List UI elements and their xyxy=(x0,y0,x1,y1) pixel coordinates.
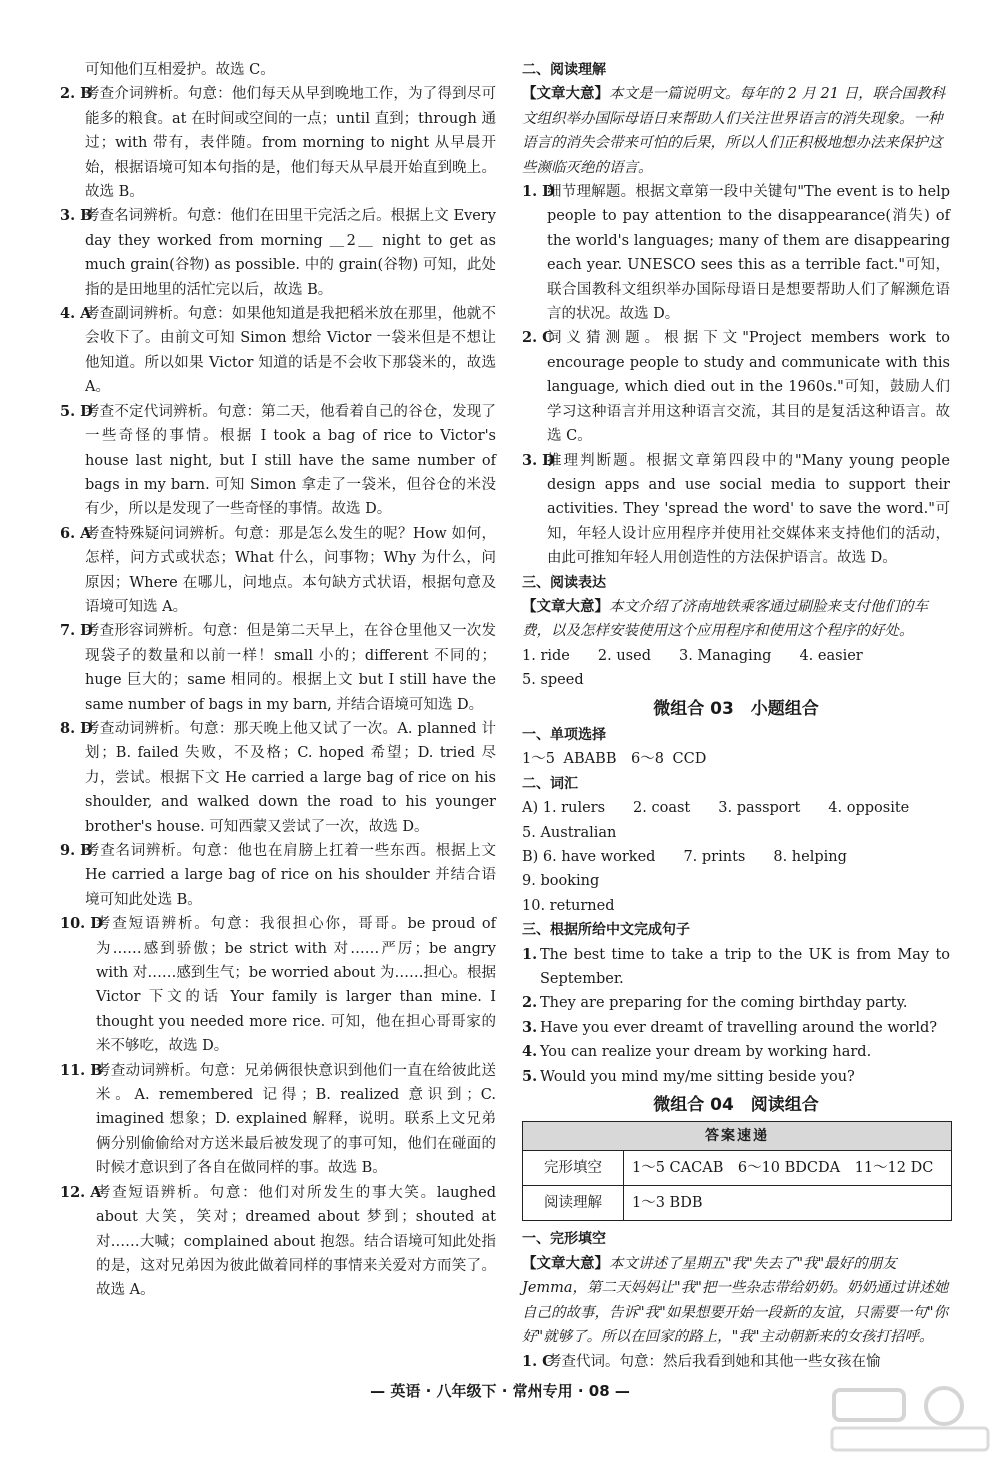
vocab-answer: 3. passport xyxy=(718,800,801,817)
item-number: 11. B xyxy=(60,1061,103,1079)
vocab-answer: 4. opposite xyxy=(828,800,910,817)
vocab-answer: 8. helping xyxy=(773,849,847,865)
vocab-answer: 2. coast xyxy=(633,800,691,817)
table-row xyxy=(523,1186,952,1221)
express-answer: 3. Managing xyxy=(678,647,772,664)
watermark-logo xyxy=(826,1384,994,1454)
item-text: They are preparing for the coming birthday party. xyxy=(540,995,908,1012)
item-number: 5. D xyxy=(60,402,93,420)
list-item xyxy=(60,839,496,912)
vocab-answers-a xyxy=(522,796,950,820)
express-answers xyxy=(522,644,950,693)
item-number: 2. B xyxy=(60,85,93,103)
item-number: 2. C xyxy=(522,329,554,347)
table-row-value: 1～3 BDB xyxy=(624,1186,952,1221)
section-heading-express: 三、阅读表达 xyxy=(522,574,606,591)
item-text: 考查名词辨析。句意：他也在肩膀上扛着一些东西。根据上文 He carried a large bag of rice on his shoulder 并结合语境可知此处选 B。 xyxy=(85,843,496,908)
item-number: 7. D xyxy=(60,622,93,640)
list-item xyxy=(522,943,950,992)
list-item xyxy=(60,82,496,204)
list-item xyxy=(522,1065,950,1089)
single-choice-heading: 一、单项选择 xyxy=(522,726,606,743)
list-item xyxy=(60,400,496,522)
item-number: 3. B xyxy=(60,207,93,225)
item-text: 考查副词辨析。句意：如果他知道是我把稻米放在那里，他就不会收下了。由前文可知 Simon 想给 Victor 一袋米但是不想让他知道。所以如果 Victor 知道的话是不会收下那袋米的，故选 A。 xyxy=(85,306,496,396)
item-number: 2. xyxy=(522,994,538,1012)
cloze-heading: 一、完形填空 xyxy=(522,1231,606,1248)
express-answer: 4. easier xyxy=(799,647,863,664)
watermark-icon xyxy=(826,1384,994,1454)
item-text: 考查代词。句意：然后我看到她和其他一些女孩在愉 xyxy=(547,1353,881,1370)
item-text: 考查形容词辨析。句意：但是第二天早上，在谷仓里他又一次发现袋子的数量和以前一样！small 小的；different 不同的；huge 巨大的；same 相同的。根据上文 but I still have the same number of bags in my barn, 并结合语境可知选 D。 xyxy=(85,623,496,713)
item-number: 9. B xyxy=(60,842,93,859)
vocab-heading: 二、词汇 xyxy=(522,775,578,792)
cloze-summary: 【文章大意】本文讲述了星期五"我"失去了"我"最好的朋友 Jemma，第二天妈妈让"我"把一些杂志带给奶奶。奶奶通过讲述她自己的故事，告诉"我"如果想要开始一段新的友谊，只需要一句"你好"就够了。所以在回家的路上，"我"主动朝新来的女孩打招呼。 xyxy=(522,1255,949,1346)
item-number: 4. xyxy=(522,1043,538,1061)
quick-answer-header: 答案速递 xyxy=(523,1122,952,1151)
item-number: 1. D xyxy=(522,183,555,201)
item-text: You can realize your dream by working hard. xyxy=(540,1044,872,1061)
list-item xyxy=(60,1059,496,1181)
item-text: The best time to take a trip to the UK is from May to September. xyxy=(540,946,950,988)
group04-title: 微组合 04 阅读组合 xyxy=(653,1095,819,1116)
item-number: 5. xyxy=(522,1067,538,1085)
item-text: 细节理解题。根据文章第一段中关键句"The event is to help people to pay attention to the disappearance(消失) of the world's languages; many of them are disappearing each year. UNESCO sees this as a terrible fact."可知，联合国教科文组织举办国际母语日是想要帮助人们了解濒危语言的状况。故选 D。 xyxy=(547,184,950,323)
vocab-answer-5: 5. Australian xyxy=(522,824,617,841)
page-footer: — 英语 · 八年级下 · 常州专用 · 08 — xyxy=(370,1382,630,1400)
item-text: 考查短语辨析。句意：他们对所发生的事大笑。laughed about 大笑，笑对；dreamed about 梦到；shouted at 对……大喊；complained about 抱怨。结合语境可知此处指的是，这对兄弟因为彼此做着同样的事情来关爱对方而笑了。故选 A。 xyxy=(96,1184,496,1299)
item-text: 考查介词辨析。句意：他们每天从早到晚地工作，为了得到尽可能多的粮食。at 在时间或空间的一点；until 直到；through 通过；with 带有，表伴随。from morning to night 从早晨开始，根据语境可知本句指的是，他们每天从早晨开始直到晚上。故选 B。 xyxy=(85,86,496,201)
quick-answer-table xyxy=(522,1121,952,1221)
express-answer: 2. used xyxy=(597,647,651,664)
list-item xyxy=(60,912,496,1058)
vocab-answer: A) 1. rulers xyxy=(522,800,606,817)
vocab-answer: 7. prints xyxy=(683,849,746,865)
left-column xyxy=(60,58,496,1303)
reading-answer-list xyxy=(522,180,950,571)
list-item xyxy=(522,326,950,448)
item-text: 考查短语辨析。句意：我很担心你，哥哥。be proud of 为……感到骄傲；be strict with 对……严厉；be angry with 对……感到生气；be worried about 为……担心。根据 Victor 下文的话 Your family is larger than mine. I thought you needed more rice. 可知，他在担心哥哥家的米不够吃，故选 D。 xyxy=(96,916,496,1055)
list-item xyxy=(522,991,950,1015)
express-answer: 5. speed xyxy=(522,672,584,689)
item-text: 考查特殊疑问词辨析。句意：那是怎么发生的呢？How 如何，怎样，问方式或状态；What 什么，问事物；Why 为什么，问原因；Where 在哪儿，问地点。本句缺方式状语，根据句意及语境可知选 A。 xyxy=(85,525,496,615)
item-number: 12. A xyxy=(60,1183,102,1201)
item-text: Would you mind my/me sitting beside you? xyxy=(540,1068,855,1085)
list-item xyxy=(60,522,496,620)
table-row-label: 完形填空 xyxy=(523,1151,624,1186)
list-item xyxy=(60,1181,496,1303)
table-row-label: 阅读理解 xyxy=(523,1186,624,1221)
item-text: 考查不定代词辨析。句意：第二天，他看着自己的谷仓，发现了一些奇怪的事情。根据 I took a bag of rice to Victor's house last night, but I still have the same number of bags in my barn. 可知 Simon 拿走了一袋米，但谷仓的米没有少，所以是发现了一些奇怪的事情。故选 D。 xyxy=(85,403,496,518)
item-number: 8. D xyxy=(60,719,93,737)
list-item xyxy=(522,1040,950,1064)
item-number: 10. D xyxy=(60,915,103,933)
list-item xyxy=(60,204,496,302)
vocab-answers-b xyxy=(522,845,950,894)
sentence-list xyxy=(522,943,950,1089)
express-summary: 【文章大意】本文介绍了济南地铁乘客通过刷脸来支付他们的车费，以及怎样安装使用这个应用程序和使用这个程序的好处。 xyxy=(522,598,928,640)
list-item xyxy=(522,180,950,326)
table-row xyxy=(523,1151,952,1186)
item-number: 1. xyxy=(522,945,538,963)
item-number: 1. C xyxy=(522,1352,554,1370)
item-number: 3. D xyxy=(522,451,555,469)
item-text: 推理判断题。根据文章第四段中的"Many young people design apps and use social media to support their activities. They 'spread the word' to save the word."可知，年轻人设计应用程序并使用社交媒体来支持他们的活动，由此可推知年轻人用创造性的方法保护语言。故选 D。 xyxy=(547,452,950,567)
item-text: 考查动词辨析。句意：那天晚上他又试了一次。A. planned 计划；B. failed 失败，不及格；C. hoped 希望；D. tried 尽力，尝试。根据下文 He carried a large bag of rice on his shoulder, and walked down the road to his younger brother's house. 可知西蒙又尝试了一次，故选 D。 xyxy=(85,720,496,835)
table-row-value: 1～5 CACAB 6～10 BDCDA 11～12 DC xyxy=(624,1151,952,1186)
list-item xyxy=(60,717,496,839)
sentence-heading: 三、根据所给中文完成句子 xyxy=(522,922,690,939)
item-number: 4. A xyxy=(60,305,92,323)
reading-summary: 【文章大意】本文是一篇说明文。每年的 2 月 21 日，联合国教科文组织举办国际母语日来帮助人们关注世界语言的消失现象。一种语言的消失会带来可怕的后果，所以人们正积极地想办法来保护这些濒临灭绝的语言。 xyxy=(522,86,946,176)
list-item xyxy=(522,1016,950,1040)
item-text: 考查名词辨析。句意：他们在田里干完活之后。根据上文 Every day they worked from morning ＿2＿ night to get as much grain(谷物) as possible. 中的 grain(谷物) 可知，此处指的是田地里的活忙完以后，故选 B。 xyxy=(85,208,496,298)
item-number: 6. A xyxy=(60,524,92,542)
vocab-answer: B) 6. have worked xyxy=(522,849,656,865)
list-item xyxy=(522,1350,950,1374)
group03-title: 微组合 03 小题组合 xyxy=(653,698,819,719)
right-column xyxy=(522,58,950,1374)
single-choice-answers: 1～5 ABABB 6～8 CCD xyxy=(522,751,707,768)
vocab-answer: 9. booking xyxy=(522,873,600,890)
item-number: 3. xyxy=(522,1018,538,1036)
continued-text: 可知他们互相爱护。故选 C。 xyxy=(85,62,275,78)
list-item xyxy=(60,302,496,400)
item-text: 考查动词辨析。句意：兄弟俩很快意识到他们一直在给彼此送米。A. remembered 记得；B. realized 意识到；C. imagined 想象；D. explained 解释，说明。联系上文兄弟俩分别偷偷给对方送米最后被发现了的事可知，他们在碰面的时候才意识到了各自在做同样的事。故选 B。 xyxy=(96,1062,496,1177)
list-item xyxy=(60,619,496,717)
section-heading-reading: 二、阅读理解 xyxy=(522,62,606,78)
express-answer: 1. ride xyxy=(522,647,570,664)
vocab-answer-10: 10. returned xyxy=(522,897,615,914)
item-text: Have you ever dreamt of travelling around the world? xyxy=(540,1019,938,1036)
item-text: 词义猜测题。根据下文"Project members work to encourage people to study and communicate with this language, which died out in the 1960s."可知，鼓励人们学习这种语言并用这种语言交流，其目的是复活这种语言。故选 C。 xyxy=(547,330,950,445)
list-item xyxy=(522,449,950,571)
